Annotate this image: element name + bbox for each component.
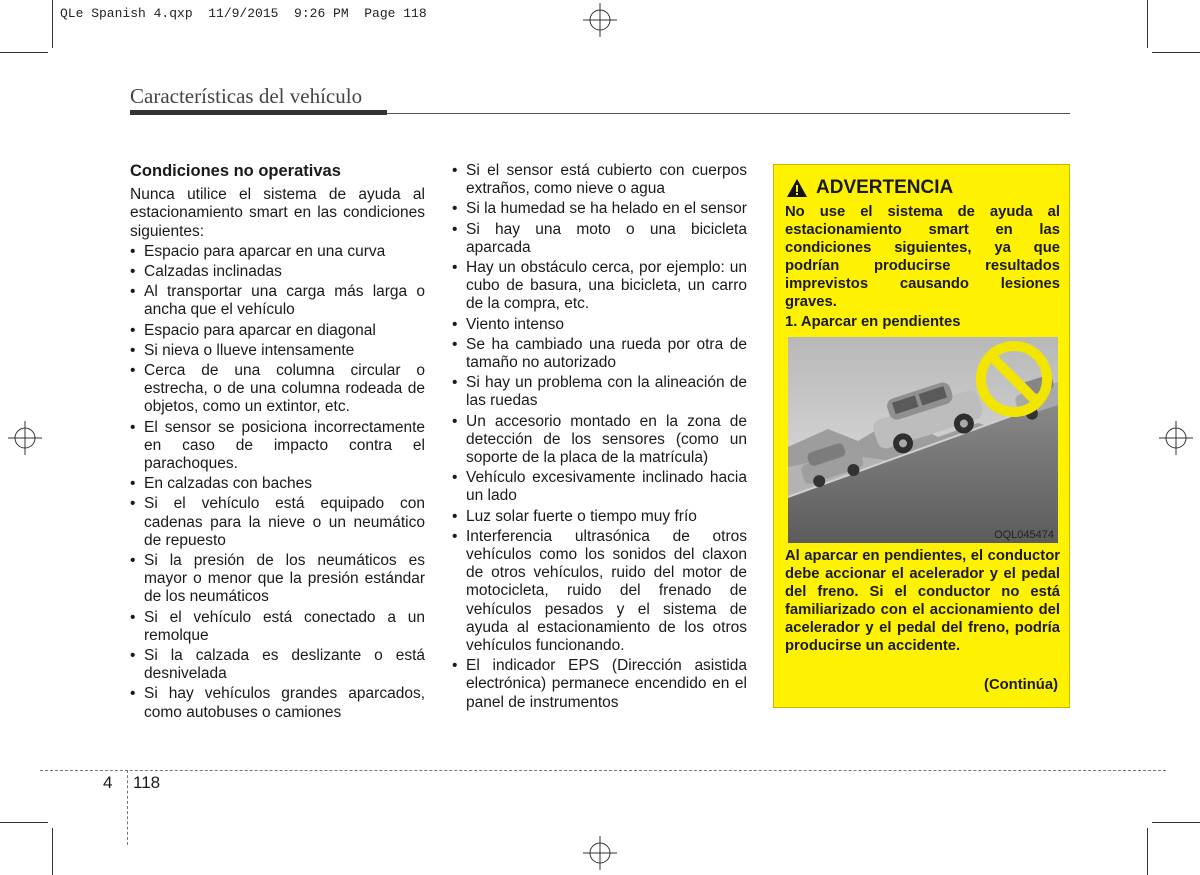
footer-divider (127, 770, 128, 845)
print-slug: QLe Spanish 4.qxp 11/9/2015 9:26 PM Page 118 (60, 6, 427, 21)
page-number: 118 (133, 773, 161, 792)
list-item: • Si la calzada es deslizante o está desnivelada (130, 647, 425, 683)
registration-mark-icon (8, 421, 42, 455)
chapter-number: 4 (103, 773, 113, 792)
list-item: • Si el vehículo está equipado con cadenas para la nieve o un neumático de repuesto (130, 495, 425, 550)
title-rule (130, 110, 387, 115)
list-item: • Si el vehículo está conectado a un remolque (130, 609, 425, 645)
warning-box (773, 164, 1070, 708)
image-code: OQL045474 (994, 529, 1054, 541)
section-title: Características del vehículo (130, 84, 363, 108)
crop-mark (1152, 822, 1200, 823)
crop-mark (52, 0, 53, 48)
list-item: • Interferencia ultrasónica de otros vehículos como los sonidos del claxon de otros vehículos, ruido del motor de motocicleta, ruido del frenado de vehículos pesados y el sistema de ayuda al estacionamiento de los otros vehículos funcionando. (452, 528, 747, 655)
conditions-list-continued (452, 162, 747, 712)
list-item: • Calzadas inclinadas (130, 263, 425, 281)
list-item: • Un accesorio montado en la zona de detección de los sensores (como un soporte de la placa de la matrícula) (452, 413, 747, 468)
list-item: • El indicador EPS (Dirección asistida electrónica) permanece encendido en el panel de instrumentos (452, 657, 747, 712)
slope-parking-illustration (788, 337, 1058, 543)
conditions-heading: Condiciones no operativas (130, 162, 341, 180)
list-item: • Si el sensor está cubierto con cuerpos extraños, como nieve o agua (452, 162, 747, 198)
list-item: • Si la presión de los neumáticos es mayor o menor que la presión estándar de los neumáticos (130, 552, 425, 607)
list-item: • Cerca de una columna circular o estrecha, o de una columna rodeada de objetos, como un extintor, etc. (130, 362, 425, 417)
crop-mark (0, 52, 48, 53)
list-item: • Luz solar fuerte o tiempo muy frío (452, 508, 747, 526)
list-item: • Al transportar una carga más larga o ancha que el vehículo (130, 283, 425, 319)
registration-mark-icon (583, 836, 617, 870)
list-item: • Si hay un problema con la alineación de las ruedas (452, 374, 747, 410)
list-item: • Se ha cambiado una rueda por otra de tamaño no autorizado (452, 336, 747, 372)
warning-triangle-icon (786, 178, 808, 198)
crop-mark (52, 828, 53, 875)
crop-mark (1147, 0, 1148, 48)
middle-column (452, 162, 747, 714)
warning-text: Al aparcar en pendientes, el conductor debe accionar el acelerador y el pedal del freno. Si el conductor no está familiarizado con el accionamiento del acelerador y el pedal del freno, podría producirse un accidente. (785, 548, 1060, 654)
list-item: • En calzadas con baches (130, 475, 425, 493)
warning-title (786, 177, 953, 199)
left-column (130, 162, 425, 724)
list-item: • Viento intenso (452, 316, 747, 334)
crop-mark (0, 822, 48, 823)
list-item: • Si hay una moto o una bicicleta aparcada (452, 221, 747, 257)
list-item: • Espacio para aparcar en una curva (130, 243, 425, 261)
list-item: • Si hay vehículos grandes aparcados, como autobuses o camiones (130, 685, 425, 721)
list-item: • Espacio para aparcar en diagonal (130, 322, 425, 340)
list-item: • Si la humedad se ha helado en el sensor (452, 200, 747, 218)
registration-mark-icon (1159, 421, 1193, 455)
list-item: • El sensor se posiciona incorrectamente en caso de impacto contra el parachoques. (130, 419, 425, 474)
title-rule (387, 113, 1070, 114)
list-item: • Si nieva o llueve intensamente (130, 342, 425, 360)
warning-text: No use el sistema de ayuda al estacionamiento smart en las condiciones siguientes, ya que podrían producirse resultados imprevistos causando lesiones graves. (785, 204, 1060, 310)
crop-mark (1147, 828, 1148, 875)
continues-label: (Continúa) (984, 677, 1058, 693)
registration-mark-icon (583, 3, 617, 37)
warning-title-text: ADVERTENCIA (816, 177, 954, 198)
list-item: • Hay un obstáculo cerca, por ejemplo: un cubo de basura, una bicicleta, un carro de la compra, etc. (452, 259, 747, 314)
footer-rule (40, 770, 1166, 771)
conditions-intro: Nunca utilice el sistema de ayuda al estacionamiento smart en las condiciones siguientes: (130, 186, 425, 240)
list-item: • Vehículo excesivamente inclinado hacia un lado (452, 469, 747, 505)
warning-subheading: 1. Aparcar en pendientes (785, 314, 961, 330)
conditions-list (130, 243, 425, 722)
crop-mark (1152, 52, 1200, 53)
slope-parking-image (788, 337, 1058, 543)
